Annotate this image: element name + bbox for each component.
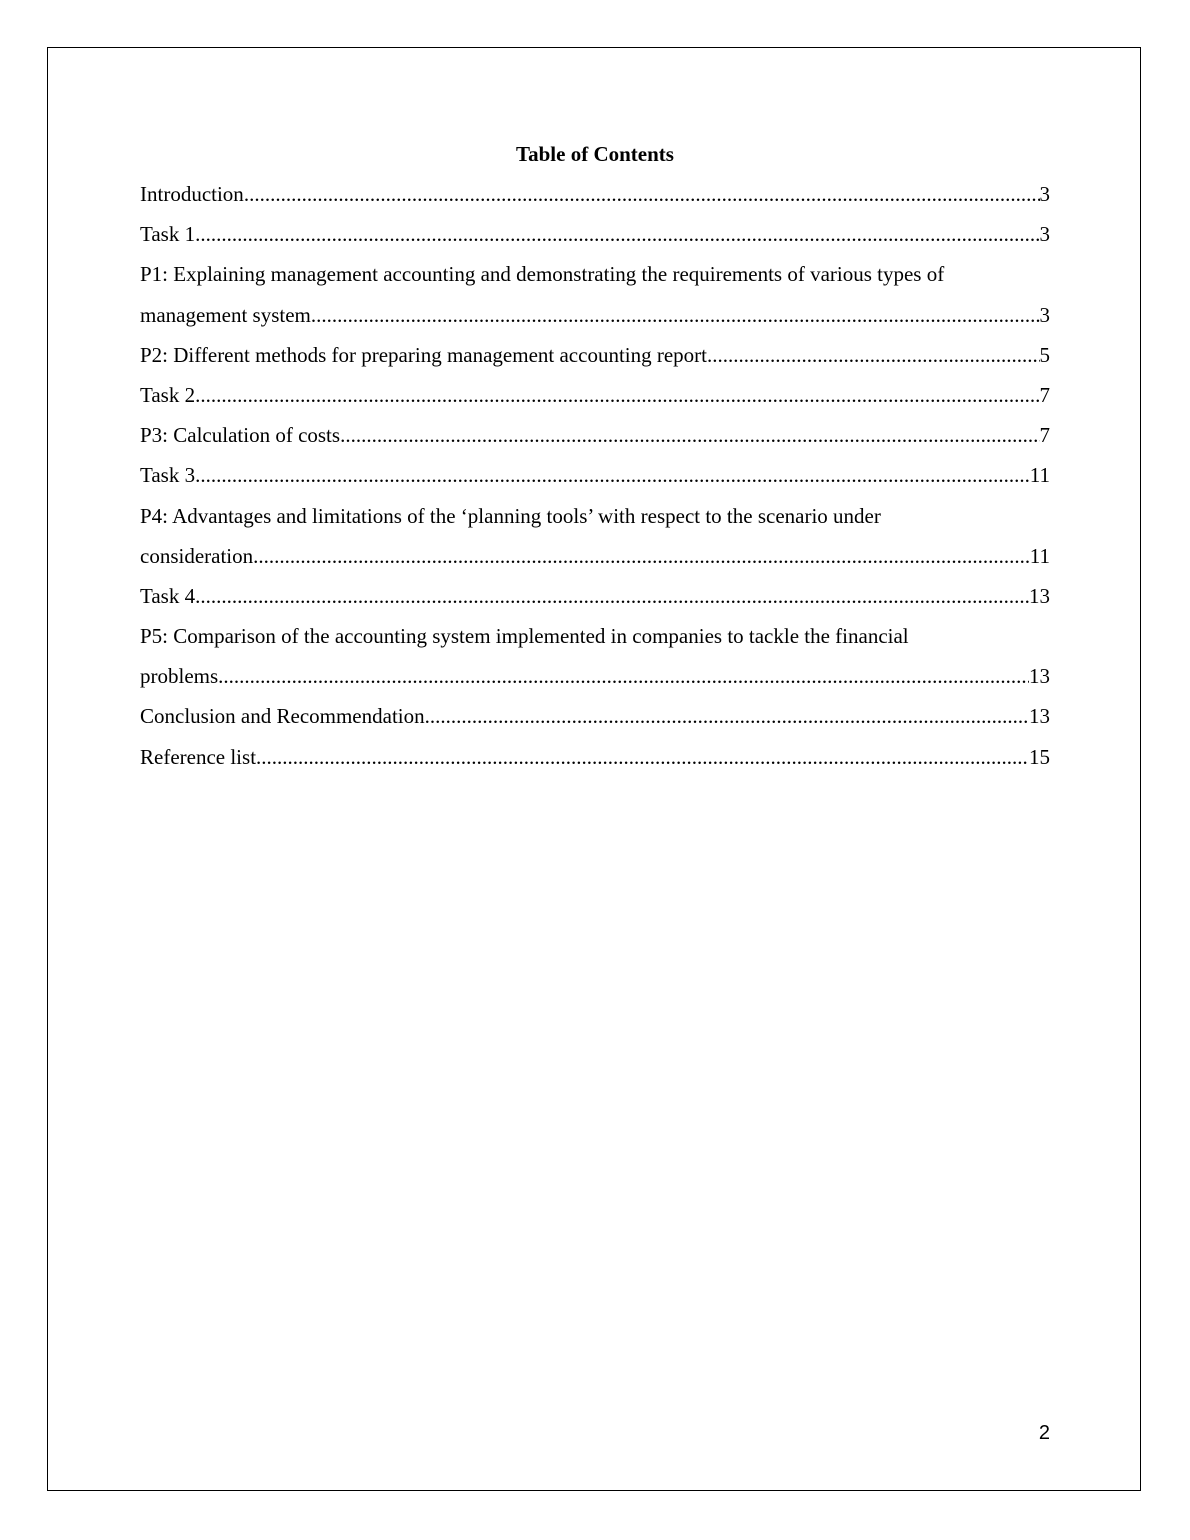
toc-entry-p1-line-1[interactable] <box>140 260 1050 300</box>
toc-entry-page: 13 <box>1029 704 1050 729</box>
toc-entry-text: problems <box>140 664 219 689</box>
toc-entry-p1-line-2[interactable] <box>140 301 1050 341</box>
toc-entry-text: consideration <box>140 543 254 568</box>
toc-entry-task-2[interactable] <box>140 381 1050 421</box>
toc-entry-text: P1: Explaining management accounting and demonstrating the requirements of various types of <box>140 262 945 287</box>
dot-leader <box>195 381 1039 409</box>
toc-title: Table of Contents <box>516 142 674 166</box>
toc-entry-page: 15 <box>1029 744 1050 769</box>
toc-entry-page: 11 <box>1029 543 1050 568</box>
toc-entry-text: Introduction <box>140 182 244 206</box>
toc-entry-text: P4: Advantages and limitations of the ‘planning tools’ with respect to the scenario under <box>140 503 881 528</box>
dot-leader <box>218 662 1029 690</box>
dot-leader <box>256 743 1029 771</box>
toc-entry-task-1[interactable] <box>140 220 1050 260</box>
toc-entry-introduction[interactable] <box>140 180 1050 220</box>
toc-entry-p5-line-2[interactable] <box>140 662 1050 702</box>
toc-entry-text: P2: Different methods for preparing management accounting report <box>140 342 708 367</box>
toc-entry-page: 3 <box>1039 182 1050 206</box>
toc-entry-task-4[interactable] <box>140 582 1050 622</box>
toc-entry-text: Task 2 <box>140 382 196 407</box>
dot-leader <box>707 341 1039 369</box>
toc-entry-text: Task 3 <box>140 463 196 488</box>
toc-entry-text: Task 1 <box>140 222 196 247</box>
toc-entry-page: 5 <box>1039 342 1050 367</box>
toc-entry-page: 7 <box>1039 423 1050 448</box>
dot-leader <box>311 301 1040 329</box>
dot-leader <box>253 542 1030 570</box>
toc-entry-text: P5: Comparison of the accounting system implemented in companies to tackle the financial <box>140 624 909 649</box>
table-of-contents <box>140 180 1050 783</box>
dot-leader <box>340 421 1039 449</box>
toc-entry-task-3[interactable] <box>140 461 1050 501</box>
toc-entry-page: 3 <box>1039 302 1050 327</box>
toc-entry-p3[interactable] <box>140 421 1050 461</box>
toc-entry-page: 7 <box>1039 382 1050 407</box>
dot-leader <box>195 220 1039 248</box>
dot-leader <box>195 582 1029 610</box>
toc-entry-text: P3: Calculation of costs <box>140 423 341 448</box>
toc-entry-text: Conclusion and Recommendation <box>140 704 425 729</box>
toc-entry-page: 3 <box>1039 222 1050 247</box>
toc-entry-page: 11 <box>1029 463 1050 488</box>
toc-entry-reference-list[interactable] <box>140 743 1050 783</box>
toc-entry-text: management system <box>140 302 311 327</box>
toc-entry-page: 13 <box>1029 664 1050 689</box>
page-number: 2 <box>1038 1422 1050 1444</box>
dot-leader <box>195 461 1030 489</box>
toc-entry-conclusion[interactable] <box>140 702 1050 742</box>
dot-leader <box>425 702 1029 730</box>
toc-entry-p4-line-1[interactable] <box>140 502 1050 542</box>
toc-entry-p5-line-1[interactable] <box>140 622 1050 662</box>
toc-entry-text: Reference list <box>140 744 257 769</box>
toc-entry-p2[interactable] <box>140 341 1050 381</box>
dot-leader <box>244 180 1040 208</box>
toc-entry-page: 13 <box>1029 583 1050 608</box>
toc-entry-text: Task 4 <box>140 583 196 608</box>
toc-entry-p4-line-2[interactable] <box>140 542 1050 582</box>
